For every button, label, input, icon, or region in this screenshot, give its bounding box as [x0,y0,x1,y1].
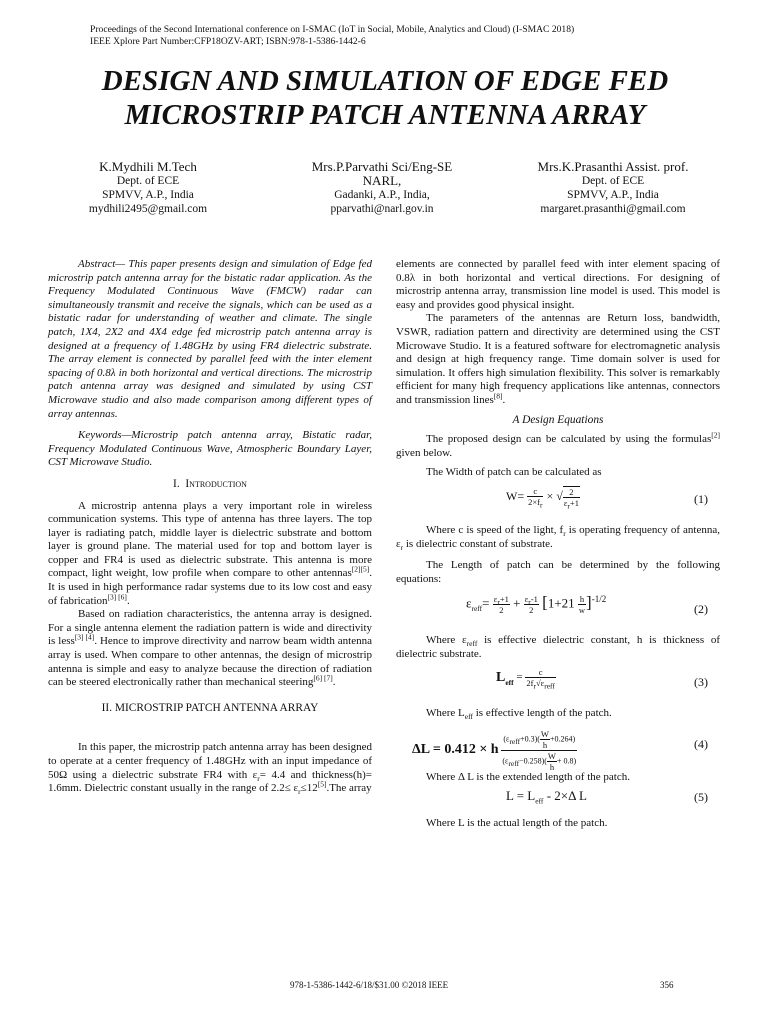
proceedings-line: Proceedings of the Second International conference on I-SMAC (IoT in Social, Mobile, Analytics and Cloud) (I-SMAC 2018) [90,24,575,35]
formulas-intro: The proposed design can be calculated by using the formulas[2] given below. [396,430,720,459]
right-column [396,258,720,830]
author-dept: Dept. of ECE [581,175,645,187]
author-1 [48,160,248,216]
page-number: 356 [660,980,674,990]
equation-4: ΔL = 0.412 × h $(\varepsilon_{reff}+0.3)$( $\frac{W}{h}$ +0.264) $(\varepsilon_{reff}-0.258)$( $\frac{W}{h}$ + 0.8) (4) [412,729,708,773]
equation-3-number: (3) [694,675,708,690]
section-2-heading: II. MICROSTRIP PATCH ANTENNA ARRAY [101,701,319,714]
paper-title [40,64,730,132]
intro-paragraph-1: A microstrip antenna plays a very important role in wireless communication systems. This type of antenna has three layers. The top layer is radiating patch, middle layer is dielectric substrate and bottom layer is ground plane. The material used for top and bottom layer is copper and FR4 is used as dielectric substrate. This antenna is more compact, light weight, low profile when compare to other antennas[2][5]. It is used in high performance radar systems due to its low cost and easy of fabrication[3] [6]. [48,499,372,607]
abstract: Abstract— This paper presents design and simulation of Edge fed microstrip patch antenna array for the bistatic radar application. As the Frequency Modulated Continuous Wave (FMCW) radar can simultaneously transmit and receive the signals, which can be used as a bistatic radar for understanding of weather and climate. The single patch, 1X4, 2X2 and 4X4 edge fed microstrip patch antenna array is designed at a frequency of 1.48GHz by using FR4 dielectric substrate. The array element is connected by parallel feed with the inter element spacing of 0.8λ in both horizontal and vertical directions. The microstrip patch antenna array was designed and simulated by using CST Microwave studio and also made comparison among different types of array antennas. [48,258,372,420]
right-paragraph-2: The parameters of the antennas are Return loss, bandwidth, VSWR, radiation pattern and directivity are determined using the CST Microwave Studio. It is a featured software for electromagnetic analysis and design at high frequency range. Time domain solver is used for simulation. It offers high simulation flexibility. This solver is remarkably efficient for many high frequency applications like antennas, connectors and transmission lines[8]. [396,312,720,406]
author-email: mydhili2495@gmail.com [88,203,208,215]
author-dept: Dept. of ECE [116,175,180,187]
title-line-2: MICROSTRIP PATCH ANTENNA ARRAY [124,99,646,131]
author-name: Mrs.K.Prasanthi Assist. prof. [537,159,689,174]
right-paragraph-1: elements are connected by parallel feed with inter element spacing of 0.8λ in both horizontal and vertical directions. For designing of microstrip antenna array, transmission line model is used. This model is easy and provides good physical insight. [396,258,720,311]
isbn-line: IEEE Xplore Part Number:CFP18OZV-ART; ISBN:978-1-5386-1442-6 [90,36,366,47]
length-intro: The Length of patch can be determined by the following equations: [396,559,720,585]
equation-1-number: (1) [694,491,708,506]
width-intro: The Width of patch can be calculated as [426,466,602,479]
keywords: Keywords—Microstrip patch antenna array, Bistatic radar, Frequency Modulated Continuous Wave, Atmospheric Boundary Layer, CST Microwave Studio. [48,429,372,469]
author-name: Mrs.P.Parvathi Sci/Eng-SE [311,159,453,174]
author-place: Gadanki, A.P., India, [334,189,430,201]
equation-4-number: (4) [694,737,708,752]
eps-explanation: Where $\varepsilon_{reff}$ is effective dielectric constant, h is thickness of dielectric substrate. [396,634,720,660]
equation-3: $L_{eff}$ = $\frac{c}{2f_r√\varepsilon_{reff}}$ (3) [496,667,708,692]
author-place: SPMVV, A.P., India [567,189,659,201]
equation-5-number: (5) [694,789,708,804]
left-column [48,258,372,796]
intro-paragraph-2: Based on radiation characteristics, the antenna array is designed. For a single antenna element the radiation pattern is wide and directivity is less[3] [4]. Hence to improve directivity and narrow beam width antenna array is used. When compare to other antennas, the design of microstrip antenna is simple and easy to analyze because the direction of radiation can be steered electronically rather than mechanical steering[6] [7]. [48,608,372,689]
author-email: pparvathi@narl.gov.in [330,203,434,215]
section-1-heading [48,478,372,492]
array-paragraph: In this paper, the microstrip patch antenna array has been designed to operate at a center frequency of 1.48GHz with an input impedance of 50Ω using a dielectric substrate FR4 with $\varepsilon_r= 4.4$ and thickness(h)= 1.6mm. Dielectric constant usually in the range of $2.2\le \varepsilon_r\le 12[5].The$ array [48,741,372,797]
width-explanation: Where c is speed of the light, $f_r$ is operating frequency of antenna, $\varepsilon_r$ is dielectric constant of substrate. [396,523,721,552]
equation-5: $L = L_{eff} - 2\times\Delta$ L (5) [506,787,708,806]
title-line-1: DESIGN AND SIMULATION OF EDGE FED [101,65,669,97]
copyright-footer: 978-1-5386-1442-6/18/$31.00 ©2018 IEEE [290,980,449,990]
leff-explanation: Where $L_{eff}$ is effective length of the patch. [426,707,612,722]
equation-1: W= $\frac{c}{2\times f_r}$ × √ $\frac{2}{\varepsilon_r+1}$ (1) [506,486,708,511]
author-2 [282,160,482,216]
section-1-title: Introduction [185,477,247,490]
author-3 [508,160,718,216]
design-equations-heading: A Design Equations [512,413,604,426]
author-dept: NARL, [362,173,402,188]
l-explanation: Where L is the actual length of the patch. [426,816,608,829]
author-place: SPMVV, A.P., India [102,189,194,201]
author-email: margaret.prasanthi@gmail.com [540,203,686,215]
section-1-number: I. [173,477,180,490]
delta-l-explanation: Where Δ L is the extended length of the patch. [426,771,630,784]
author-name: K.Mydhili M.Tech [99,159,197,174]
equation-2: $\varepsilon_{reff}=$ $\frac{\varepsilon_r+1}{2}$ + $\frac{\varepsilon_r-1}{2}$ [1+21 $\frac{h}{w}$ ]$^{-1/2}$ (2) [466,592,708,617]
equation-2-number: (2) [694,602,708,617]
